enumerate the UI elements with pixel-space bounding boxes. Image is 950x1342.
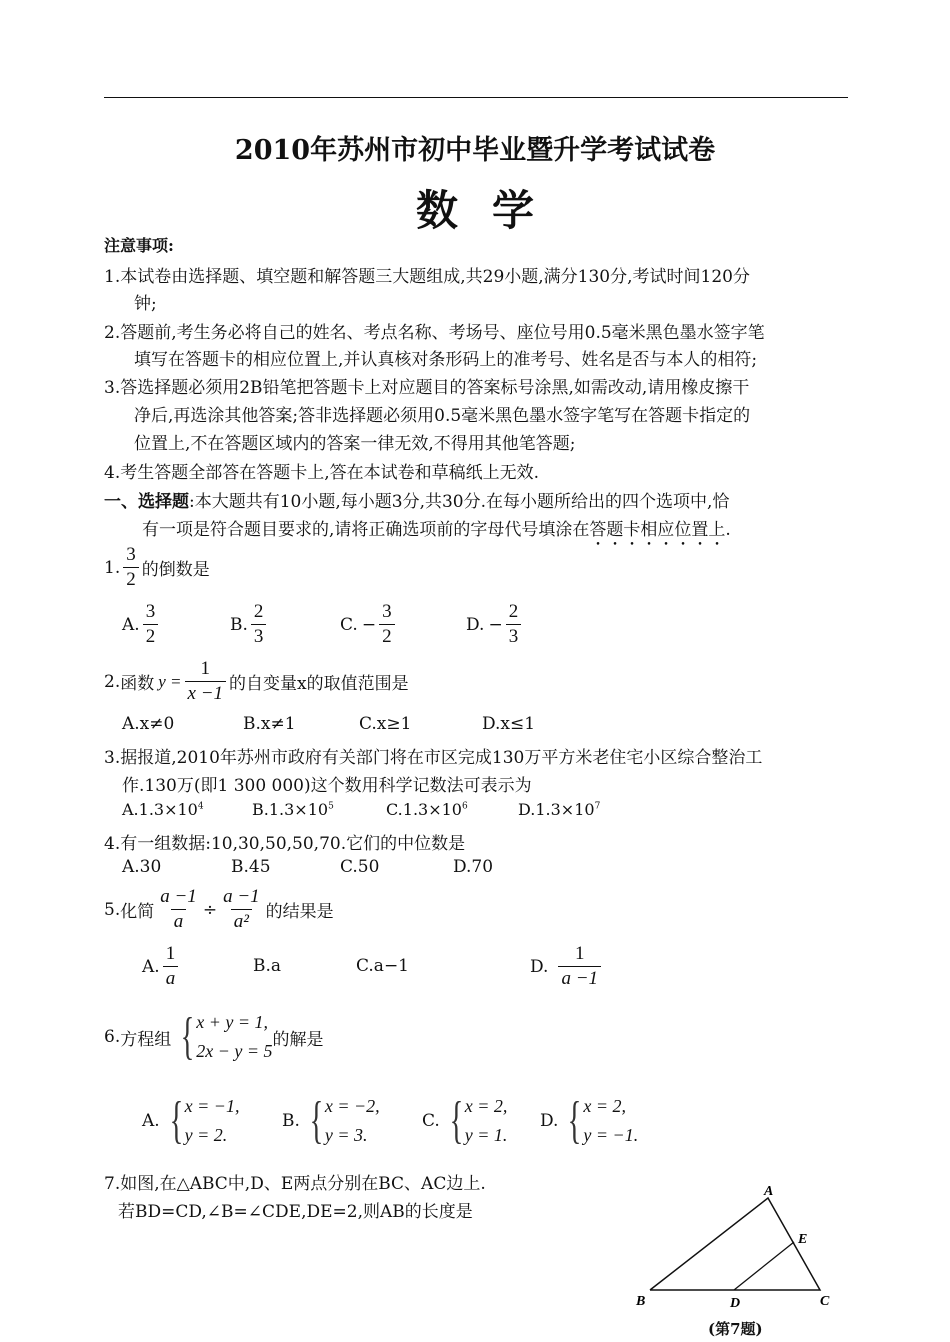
q5-option-a: A. $\frac{1}{a}$ bbox=[142, 942, 181, 991]
question-7-line-2: 若BD=CD,∠B=∠CDE,DE=2,则AB的长度是 bbox=[118, 1202, 473, 1222]
question-3-line-2: 作.130万(即1 300 000)这个数用科学记数法可表示为 bbox=[122, 776, 532, 796]
q6-option-c: C. { x = 2, y = 1. bbox=[422, 1092, 508, 1149]
q4-option-c: C.50 bbox=[340, 857, 380, 877]
question-4: 4.有一组数据:10,30,50,50,70.它们的中位数是 bbox=[104, 834, 466, 854]
label-a: A bbox=[764, 1184, 774, 1199]
exam-title: 2010年苏州市初中毕业暨升学考试试卷 bbox=[234, 135, 716, 166]
note-2-line-2: 填写在答题卡的相应位置上,并认真核对条形码上的准考号、姓名是否与本人的相符; bbox=[134, 350, 758, 370]
note-4-line-1: 4.考生答题全部答在答题卡上,答在本试卷和草稿纸上无效. bbox=[104, 463, 540, 483]
note-1-line-2: 钟; bbox=[134, 294, 157, 314]
note-3-line-1: 3.答选择题必须用2B铅笔把答题卡上对应题目的答案标号涂黑,如需改动,请用橡皮擦干 bbox=[104, 378, 750, 398]
figure-caption: (第7题) bbox=[708, 1320, 763, 1338]
note-3-line-2: 净后,再选涂其他答案;答非选择题必须用0.5毫米黑色墨水签字笔写在答题卡指定的 bbox=[134, 406, 751, 426]
equation-system: { x + y = 1, 2x − y = 5 bbox=[180, 1008, 273, 1065]
section-1-intro: 一、选择题:本大题共有10小题,每小题3分,共30分.在每小题所给出的四个选项中,恰 bbox=[104, 492, 730, 512]
q5-option-d: D. $\frac{1}{a -1}$ bbox=[530, 942, 604, 991]
q1-option-d: D. − $\frac{2}{3}$ bbox=[466, 600, 524, 649]
label-e: E bbox=[798, 1232, 808, 1247]
section-1-heading: 一、选择题 bbox=[104, 492, 189, 512]
notes-heading: 注意事项: bbox=[104, 236, 174, 255]
top-rule bbox=[104, 97, 848, 98]
segment-de bbox=[734, 1242, 794, 1290]
triangle-abc bbox=[650, 1198, 820, 1290]
label-b: B bbox=[636, 1294, 646, 1309]
q5-option-c: C.a−1 bbox=[356, 956, 410, 976]
fraction: $\frac{3}{2}$ bbox=[123, 543, 139, 592]
label-d: D bbox=[730, 1296, 741, 1311]
emphasized-text: 答题卡相应位置上 bbox=[589, 520, 726, 540]
q3-option-b: $B.1.3\times 10^5$ bbox=[252, 800, 334, 819]
subject-title: 数学 bbox=[415, 186, 568, 235]
q6-option-a: A. { x = −1, y = 2. bbox=[142, 1092, 240, 1149]
q1-option-a: A. $\frac{3}{2}$ bbox=[122, 600, 161, 649]
q5-option-b: B.a bbox=[253, 956, 282, 976]
q1-option-b: B. $\frac{2}{3}$ bbox=[230, 600, 269, 649]
q4-option-a: A.30 bbox=[122, 857, 162, 877]
question-3-line-1: 3.据报道,2010年苏州市政府有关部门将在市区完成130万平方米老住宅小区综合整治工 bbox=[104, 748, 763, 768]
label-c: C bbox=[820, 1294, 830, 1309]
q6-option-d: D. { x = 2, y = −1. bbox=[540, 1092, 639, 1149]
q2-option-d: D.x≤1 bbox=[482, 714, 536, 734]
question-2: 2. 函数 y = $\frac{1}{x -1}$ 的自变量x的取值范围是 bbox=[104, 658, 409, 704]
q2-option-b: B.x≠1 bbox=[243, 714, 296, 734]
q6-option-b: B. { x = −2, y = 3. bbox=[282, 1092, 380, 1149]
q3-option-c: $C.1.3\times 10^6$ bbox=[386, 800, 468, 819]
note-1-line-1: 1.本试卷由选择题、填空题和解答题三大题组成,共29小题,满分130分,考试时间120分 bbox=[104, 267, 750, 287]
q1-option-c: C. − $\frac{3}{2}$ bbox=[340, 600, 398, 649]
note-2-line-1: 2.答题前,考生务必将自己的姓名、考点名称、考场号、座位号用0.5毫米黑色墨水签字笔 bbox=[104, 323, 765, 343]
question-5: 5. 化简 $\frac{a -1}{a}$ ÷ $\frac{a -1}{\text{a²}}$ 的结果是 bbox=[104, 886, 334, 932]
question-1: 1. $\frac{3}{2}$ 的倒数是 bbox=[104, 544, 210, 590]
q2-option-a: A.x≠0 bbox=[122, 714, 175, 734]
question-7-line-1: 7.如图,在△ABC中,D、E两点分别在BC、AC边上. bbox=[104, 1174, 486, 1194]
q3-option-d: $D.1.3\times 10^7$ bbox=[518, 800, 601, 819]
question-6: 6. 方程组 { x + y = 1, 2x − y = 5 的解是 bbox=[104, 1008, 324, 1065]
q4-option-b: B.45 bbox=[231, 857, 271, 877]
note-3-line-3: 位置上,不在答题区域内的答案一律无效,不得用其他笔答题; bbox=[134, 434, 576, 454]
q2-option-c: C.x≥1 bbox=[359, 714, 412, 734]
section-1-intro-2: 有一项是符合题目要求的,请将正确选项前的字母代号填涂在答题卡相应位置上. bbox=[142, 520, 731, 540]
q3-option-a: $A.1.3\times 10^4$ bbox=[122, 800, 204, 819]
q4-option-d: D.70 bbox=[453, 857, 494, 877]
